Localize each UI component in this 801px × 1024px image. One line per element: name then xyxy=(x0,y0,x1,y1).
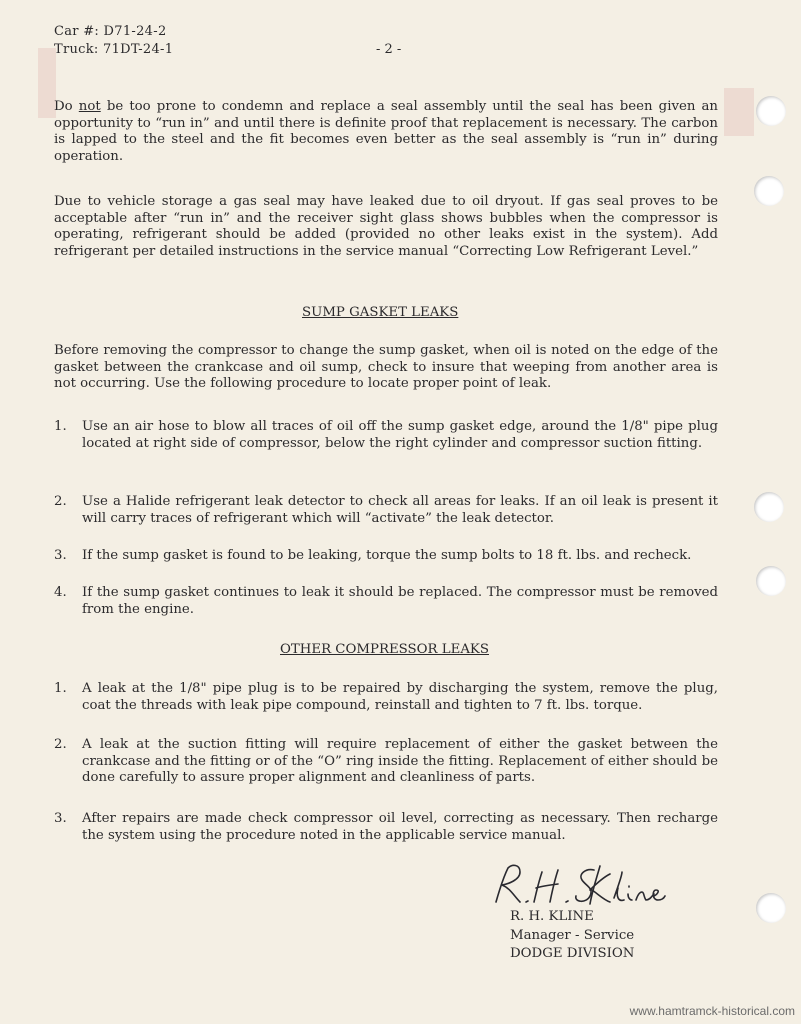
other-item-1 xyxy=(54,681,718,714)
sump-item-2 xyxy=(54,494,718,527)
other-compressor-leaks-heading: OTHER COMPRESSOR LEAKS xyxy=(280,642,489,657)
sump-item-3 xyxy=(54,548,718,565)
website-watermark: www.hamtramck-historical.com xyxy=(629,1004,795,1018)
signature-block xyxy=(510,908,634,964)
sump-intro-paragraph: Before removing the compressor to change the sump gasket, when oil is noted on the edge of the gasket between the crankcase and oil sump, check to insure that weeping from another area is not occurring. Use the following procedure to locate proper point of leak. xyxy=(54,343,718,392)
punch-hole-4 xyxy=(756,566,786,596)
handwritten-signature xyxy=(486,858,666,910)
bleed-through-logo-block-right xyxy=(724,88,754,136)
page-number: - 2 - xyxy=(376,42,402,57)
punch-hole-5 xyxy=(756,893,786,923)
punch-hole-3 xyxy=(754,492,784,522)
signer-title: Manager - Service xyxy=(510,927,635,943)
sump-gasket-heading: SUMP GASKET LEAKS xyxy=(302,305,459,320)
sump-item-2-number: 2. xyxy=(54,494,67,509)
other-item-1-number: 1. xyxy=(54,681,67,696)
intro-paragraph-1 xyxy=(54,99,718,165)
truck-number: Truck: 71DT-24-1 xyxy=(54,42,174,57)
intro-p1-not: not xyxy=(78,99,101,114)
punch-hole-1 xyxy=(756,96,786,126)
intro-p1-rest: be too prone to condemn and replace a seal assembly until the seal has been given an opportunity to “run in” and until there is definite proof that replacement is necessary. The carbon is lapped to the steel and the fit becomes even better as the seal assembly is “run in” during operation. xyxy=(54,99,718,164)
punch-hole-2 xyxy=(754,176,784,206)
bleed-through-header xyxy=(560,44,564,60)
sump-item-3-number: 3. xyxy=(54,548,67,563)
signer-division: DODGE DIVISION xyxy=(510,946,635,961)
sump-item-3-text: If the sump gasket is found to be leaking, torque the sump bolts to 18 ft. lbs. and recheck. xyxy=(82,548,692,563)
other-item-3 xyxy=(54,811,718,844)
other-item-2-number: 2. xyxy=(54,737,67,752)
sump-item-1-text: Use an air hose to blow all traces of oil off the sump gasket edge, around the 1/8" pipe plug located at right side of compressor, below the right cylinder and compressor suction fitting. xyxy=(82,419,718,451)
other-item-1-text: A leak at the 1/8" pipe plug is to be repaired by discharging the system, remove the plug, coat the threads with leak pipe compound, reinstall and tighten to 7 ft. lbs. torque. xyxy=(82,681,718,713)
other-item-3-number: 3. xyxy=(54,811,67,826)
intro-p1-start: Do xyxy=(54,99,79,114)
sump-item-2-text: Use a Halide refrigerant leak detector to check all areas for leaks. If an oil leak is present it will carry traces of refrigerant which will “activate” the leak detector. xyxy=(82,494,718,526)
other-item-2-text: A leak at the suction fitting will require replacement of either the gasket between the crankcase and the fitting or of the “O” ring inside the fitting. Replacement of either should be done carefully to assure proper alignment and cleanliness of parts. xyxy=(82,737,718,786)
sump-item-4-text: If the sump gasket continues to leak it should be replaced. The compressor must be removed from the engine. xyxy=(82,585,718,617)
car-number: Car #: D71-24-2 xyxy=(54,24,167,39)
other-item-2 xyxy=(54,737,718,787)
sump-item-4-number: 4. xyxy=(54,585,67,600)
sump-item-4 xyxy=(54,585,718,618)
other-item-3-text: After repairs are made check compressor oil level, correcting as necessary. Then recharge the system using the procedure noted in the applicable service manual. xyxy=(82,811,718,843)
sump-item-1 xyxy=(54,419,718,452)
sump-item-1-number: 1. xyxy=(54,419,67,434)
intro-paragraph-2: Due to vehicle storage a gas seal may have leaked due to oil dryout. If gas seal proves to be acceptable after “run in” and the receiver sight glass shows bubbles when the compressor is operating, refrigerant should be added (provided no other leaks exist in the system). Add refrigerant per detailed instructions in the service manual “Correcting Low Refrigerant Level.” xyxy=(54,194,718,259)
signer-name: R. H. KLINE xyxy=(510,909,594,924)
